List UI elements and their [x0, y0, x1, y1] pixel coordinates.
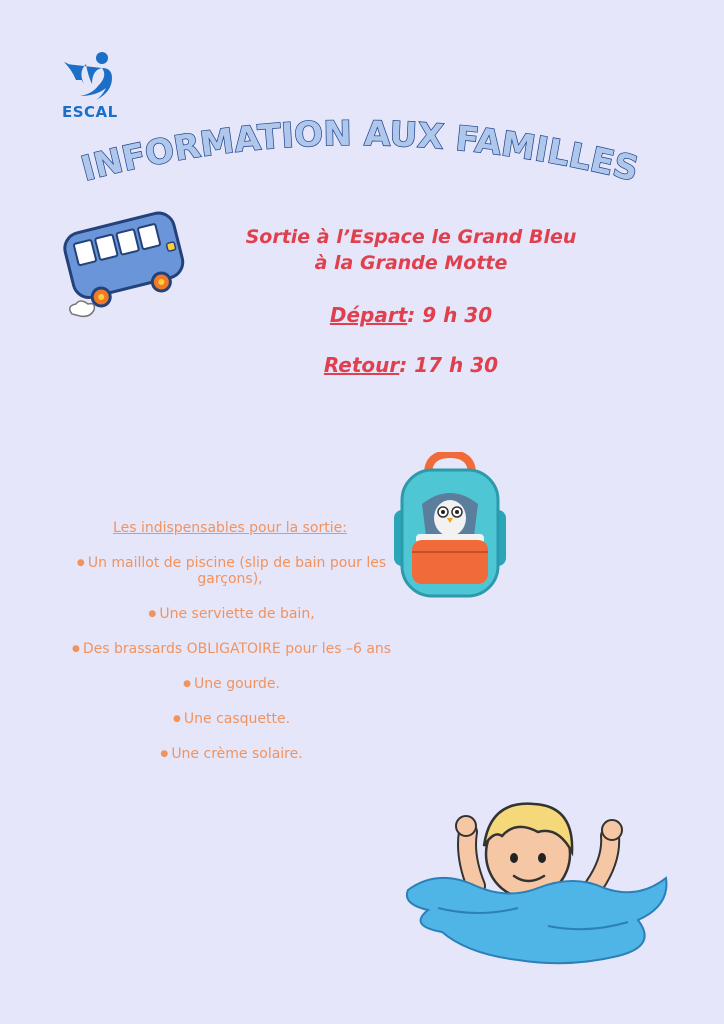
logo-text: ESCAL [62, 103, 118, 121]
bullet-icon: ● [172, 714, 181, 724]
page-title: INFORMATION AUX FAMILLES [77, 113, 643, 190]
bullet-icon: ● [71, 644, 80, 654]
return-label: Retour [323, 353, 400, 377]
trip-destination-line1: Sortie à l’Espace le Grand Bleu [245, 226, 577, 248]
list-item: ● Un maillot de piscine (slip de bain pour les garçons), [60, 555, 400, 587]
bullet-icon: ● [160, 749, 169, 759]
swimming-child-illustration [398, 796, 678, 976]
list-item: ● Une gourde. [60, 676, 400, 692]
page-title-graphic [50, 95, 670, 205]
bus-illustration [60, 196, 190, 322]
essentials-heading: Les indispensables pour la sortie: [113, 520, 347, 536]
bullet-icon: ● [148, 609, 157, 619]
list-item: ● Des brassards OBLIGATOIRE pour les –6 ans [60, 641, 400, 657]
essentials-list [60, 555, 400, 762]
essentials-section [60, 520, 400, 781]
return-value: : 17 h 30 [399, 353, 499, 377]
departure-label: Départ [329, 303, 408, 327]
list-item: ● Une casquette. [60, 711, 400, 727]
bullet-icon: ● [76, 558, 85, 568]
return-time [196, 352, 626, 378]
trip-destination-line2: à la Grande Motte [314, 252, 508, 274]
list-item: ● Une crème solaire. [60, 746, 400, 762]
departure-value: : 9 h 30 [407, 303, 493, 327]
bullet-icon: ● [183, 679, 191, 689]
trip-info [196, 224, 626, 402]
list-item: ● Une serviette de bain, [60, 606, 400, 622]
departure-time [196, 302, 626, 328]
backpack-illustration [388, 452, 518, 602]
